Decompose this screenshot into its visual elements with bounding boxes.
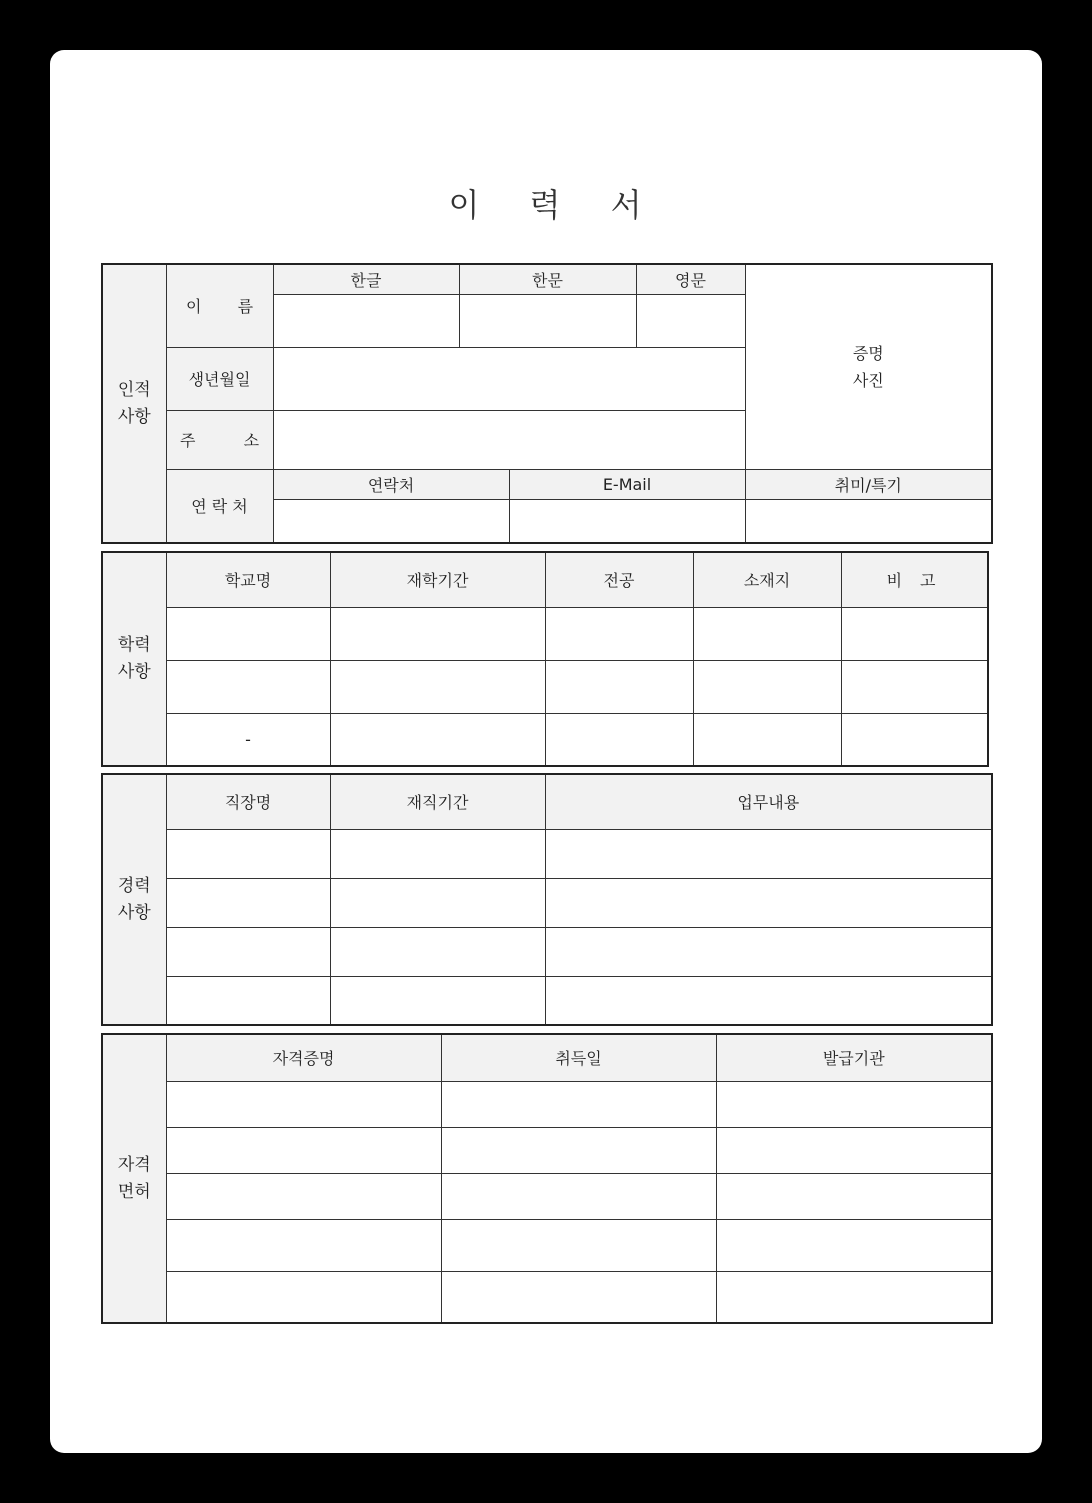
career-header-period: 재직기간 <box>330 774 545 829</box>
education-header-period: 재학기간 <box>330 552 545 607</box>
table-row <box>102 1173 992 1219</box>
career-section-label <box>102 774 166 1025</box>
contact-col-email: E-Mail <box>509 469 745 499</box>
table-row <box>102 660 988 713</box>
table-row <box>102 713 988 766</box>
license-cell[interactable] <box>166 1271 441 1323</box>
education-cell[interactable] <box>693 713 841 766</box>
name-label <box>166 264 273 347</box>
education-cell[interactable] <box>841 607 988 660</box>
contact-label: 연 락 처 <box>166 469 273 543</box>
education-cell[interactable] <box>166 607 330 660</box>
license-cell[interactable] <box>716 1081 992 1127</box>
license-cell[interactable] <box>166 1081 441 1127</box>
education-cell[interactable] <box>330 607 545 660</box>
license-header-name: 자격증명 <box>166 1034 441 1081</box>
education-cell[interactable] <box>330 660 545 713</box>
table-row <box>102 1081 992 1127</box>
education-header-note: 비 고 <box>841 552 988 607</box>
education-cell[interactable] <box>693 607 841 660</box>
table-row <box>102 829 992 878</box>
license-table <box>101 1033 993 1324</box>
education-cell[interactable] <box>841 660 988 713</box>
career-cell[interactable] <box>545 829 992 878</box>
career-cell[interactable] <box>330 878 545 927</box>
title-char: 서 <box>610 186 644 224</box>
section-label-line: 사항 <box>117 902 151 923</box>
career-cell[interactable] <box>545 976 992 1025</box>
birth-input[interactable] <box>273 347 745 410</box>
career-cell[interactable] <box>545 878 992 927</box>
contact-col-hobby: 취미/특기 <box>745 469 992 499</box>
hobby-input[interactable] <box>745 499 992 543</box>
address-label-char: 소 <box>243 431 260 450</box>
email-input[interactable] <box>509 499 745 543</box>
photo-box[interactable] <box>745 264 992 469</box>
license-cell[interactable] <box>716 1219 992 1271</box>
license-cell[interactable] <box>166 1173 441 1219</box>
name-label-char: 름 <box>237 297 254 317</box>
license-cell[interactable] <box>716 1271 992 1323</box>
education-cell[interactable] <box>545 607 693 660</box>
career-cell[interactable] <box>166 976 330 1025</box>
section-label-line: 면허 <box>117 1181 151 1202</box>
table-row <box>102 1219 992 1271</box>
license-cell[interactable] <box>166 1219 441 1271</box>
license-header-issuer: 발급기관 <box>716 1034 992 1081</box>
license-cell[interactable] <box>166 1127 441 1173</box>
career-header-duties: 업무내용 <box>545 774 992 829</box>
name-label-char: 이 <box>185 297 202 317</box>
table-row <box>102 1271 992 1323</box>
license-cell[interactable] <box>441 1127 716 1173</box>
address-input[interactable] <box>273 410 745 469</box>
table-row <box>102 607 988 660</box>
personal-info-table <box>101 263 993 544</box>
table-row <box>102 878 992 927</box>
section-label-line: 사항 <box>117 662 151 682</box>
career-table <box>101 773 993 1026</box>
section-label-line: 경력 <box>117 875 151 896</box>
section-label-line: 학력 <box>117 635 151 655</box>
career-cell[interactable] <box>330 976 545 1025</box>
contact-col-phone: 연락처 <box>273 469 509 499</box>
career-cell[interactable] <box>545 927 992 976</box>
photo-label-line: 사진 <box>852 370 884 390</box>
education-cell[interactable] <box>545 660 693 713</box>
table-row <box>102 976 992 1025</box>
education-cell[interactable] <box>841 713 988 766</box>
phone-input[interactable] <box>273 499 509 543</box>
name-english-input[interactable] <box>636 294 745 347</box>
license-section-label <box>102 1034 166 1323</box>
name-col-english: 영문 <box>636 264 745 294</box>
career-cell[interactable] <box>166 927 330 976</box>
table-row <box>102 1127 992 1173</box>
education-cell[interactable]: - <box>166 713 330 766</box>
name-col-hanja: 한문 <box>459 264 636 294</box>
career-header-company: 직장명 <box>166 774 330 829</box>
career-cell[interactable] <box>330 829 545 878</box>
table-row <box>102 927 992 976</box>
birth-label: 생년월일 <box>166 347 273 410</box>
license-cell[interactable] <box>441 1173 716 1219</box>
section-label-line: 사항 <box>117 406 151 427</box>
address-label-char: 주 <box>179 431 196 450</box>
photo-label-line: 증명 <box>852 343 884 363</box>
career-cell[interactable] <box>330 927 545 976</box>
career-cell[interactable] <box>166 878 330 927</box>
education-cell[interactable] <box>166 660 330 713</box>
personal-section-label <box>102 264 166 543</box>
education-header-school: 학교명 <box>166 552 330 607</box>
education-table <box>101 551 989 767</box>
address-label <box>166 410 273 469</box>
education-header-major: 전공 <box>545 552 693 607</box>
career-cell[interactable] <box>166 829 330 878</box>
education-cell[interactable] <box>330 713 545 766</box>
education-cell[interactable] <box>693 660 841 713</box>
section-label-line: 자격 <box>117 1154 151 1175</box>
education-cell[interactable] <box>545 713 693 766</box>
license-cell[interactable] <box>716 1127 992 1173</box>
license-cell[interactable] <box>441 1219 716 1271</box>
page-title <box>0 180 1092 226</box>
title-char: 이 <box>448 186 482 224</box>
license-cell[interactable] <box>441 1081 716 1127</box>
license-cell[interactable] <box>716 1173 992 1219</box>
title-char: 력 <box>529 186 563 224</box>
license-header-date: 취득일 <box>441 1034 716 1081</box>
name-hangul-input[interactable] <box>273 294 459 347</box>
name-col-hangul: 한글 <box>273 264 459 294</box>
education-header-location: 소재지 <box>693 552 841 607</box>
name-hanja-input[interactable] <box>459 294 636 347</box>
section-label-line: 인적 <box>117 379 151 400</box>
license-cell[interactable] <box>441 1271 716 1323</box>
education-section-label <box>102 552 166 766</box>
